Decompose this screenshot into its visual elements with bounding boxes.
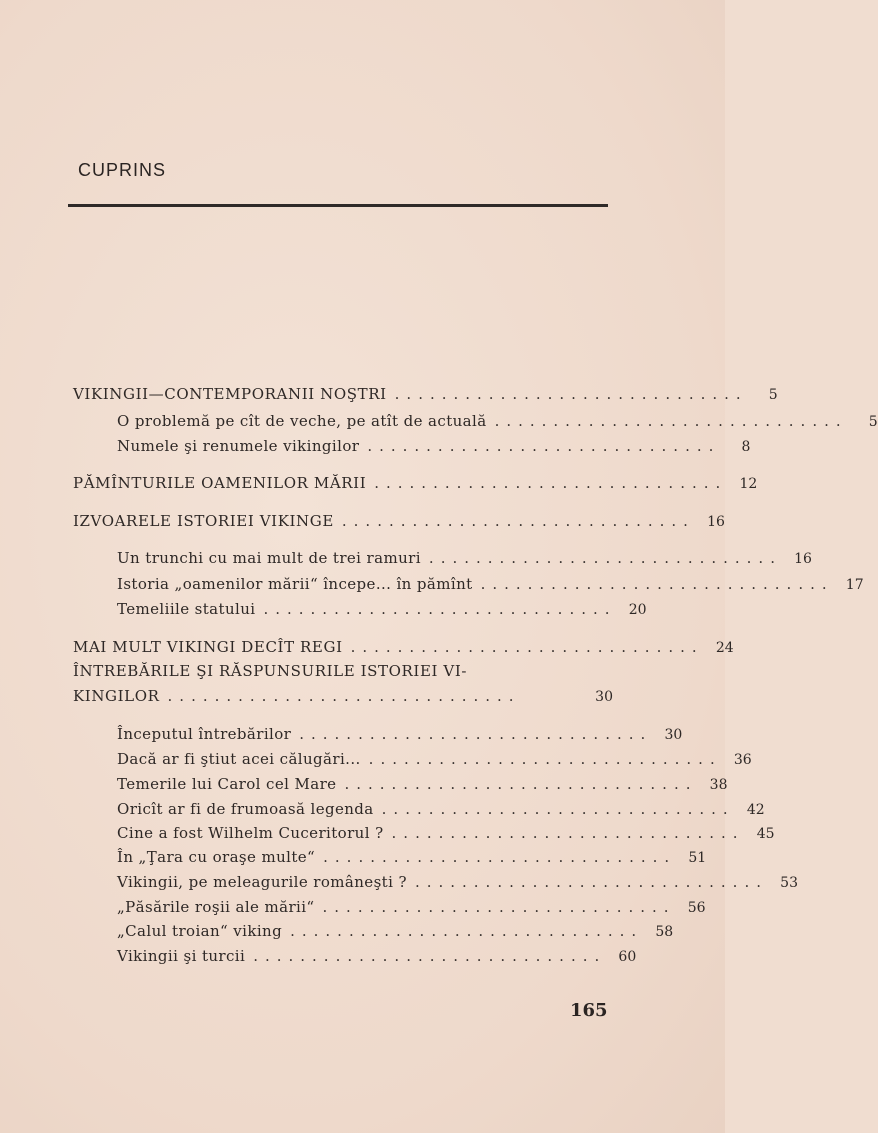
toc-entry-page: 16 [794, 551, 812, 567]
toc-entry-label: Temeliile statului [117, 600, 256, 618]
leader-dots: .............................. [263, 600, 617, 618]
leader-dots: .............................. [299, 725, 653, 743]
leader-dots: .............................. [368, 750, 722, 768]
toc-entry [117, 824, 775, 842]
leader-dots: .............................. [341, 512, 695, 530]
toc-entry [117, 725, 683, 743]
toc-entry-page: 42 [746, 802, 765, 818]
leader-dots: .............................. [367, 437, 721, 455]
toc-entry-page: 36 [733, 752, 752, 768]
toc-entry-page: 45 [756, 826, 775, 842]
toc-entry [73, 474, 758, 492]
toc-entry-label: „Păsările roşii ale mării“ [117, 898, 315, 916]
toc-entry-page: 56 [687, 900, 706, 916]
toc-entry-label: MAI MULT VIKINGI DECÎT REGI [73, 638, 343, 656]
toc-entry-page: 30 [664, 727, 683, 743]
toc-entry [117, 412, 878, 430]
toc-entry [117, 848, 707, 866]
toc-entry-label: ÎNTREBĂRILE ŞI RĂSPUNSURILE ISTORIEI VI- [73, 662, 468, 680]
leader-dots: .............................. [290, 922, 644, 940]
toc-entry-label: IZVOARELE ISTORIEI VIKINGE [73, 512, 334, 530]
toc-entry [117, 600, 647, 618]
toc-entry-page: 53 [780, 875, 798, 891]
toc-entry-page: 20 [628, 602, 647, 618]
toc-entry-page: 5 [868, 414, 878, 430]
leader-dots: .............................. [391, 824, 745, 842]
toc-entry [73, 385, 778, 403]
toc-entry-label: VIKINGII—CONTEMPORANII NOŞTRI [73, 385, 387, 403]
toc-entry [117, 775, 728, 793]
page-number: 165 [570, 1000, 608, 1021]
toc-entry [117, 947, 637, 965]
leader-dots: .............................. [480, 575, 834, 593]
leader-dots: .............................. [350, 638, 704, 656]
toc-entry-page: 58 [655, 924, 674, 940]
leader-dots: .............................. [323, 848, 677, 866]
toc-entry-label: „Calul troian“ viking [117, 922, 283, 940]
toc-entry-page: 51 [688, 850, 707, 866]
toc-entry [73, 512, 725, 530]
toc-entry [117, 549, 812, 567]
leader-dots: .............................. [414, 873, 768, 891]
title-rule [68, 204, 608, 207]
toc-entry-page: 8 [741, 439, 751, 455]
toc-entry-label: Un trunchi cu mai mult de trei ramuri [117, 549, 421, 567]
toc-entry [117, 575, 864, 593]
toc-entry [73, 687, 613, 705]
toc-entry-label: Oricît ar fi de frumoasă legenda [117, 800, 374, 818]
leader-dots: .............................. [167, 687, 521, 705]
toc-entry-label: În „Ţara cu oraşe multe“ [117, 848, 316, 866]
toc-entry [117, 898, 706, 916]
toc-entry-label: Vikingii şi turcii [117, 947, 246, 965]
toc-entry-label: Temerile lui Carol cel Mare [117, 775, 337, 793]
toc-entry-page: 38 [709, 777, 728, 793]
leader-dots: .............................. [428, 549, 782, 567]
toc-entry-label: Începutul întrebărilor [117, 725, 292, 743]
leader-dots: .............................. [494, 412, 848, 430]
toc-entry-page: 5 [768, 387, 778, 403]
leader-dots: .............................. [322, 898, 676, 916]
toc-entry [117, 800, 765, 818]
toc-entry-page: 24 [715, 640, 734, 656]
page-title: CUPRINS [78, 160, 167, 180]
leader-dots: .............................. [374, 474, 728, 492]
toc-entry-continuation: KINGILOR [73, 687, 160, 705]
toc-entry-page: 60 [618, 949, 637, 965]
leader-dots: .............................. [381, 800, 735, 818]
leader-dots: .............................. [253, 947, 607, 965]
toc-entry-page: 30 [595, 689, 613, 705]
toc-entry-page: 17 [845, 577, 864, 593]
toc-entry-label: Vikingii, pe meleagurile româneşti ? [117, 873, 407, 891]
toc-entry [117, 750, 752, 768]
toc-entry [117, 922, 674, 940]
toc-entry-label: Numele şi renumele vikingilor [117, 437, 360, 455]
toc-entry-page: 16 [707, 514, 725, 530]
toc-entry-page: 12 [739, 476, 758, 492]
toc-entry-label: O problemă pe cît de veche, pe atît de actuală [117, 412, 487, 430]
leader-dots: .............................. [394, 385, 748, 403]
toc-entry-label: Cine a fost Wilhelm Cuceritorul ? [117, 824, 384, 842]
toc-entry-label: Dacă ar fi ştiut acei călugări... [117, 750, 361, 768]
leader-dots: .............................. [344, 775, 698, 793]
toc-entry [117, 437, 751, 455]
toc-entry-label: Istoria „oamenilor mării“ începe... în pămînt [117, 575, 473, 593]
toc-entry [117, 873, 798, 891]
toc-entry-label: PĂMÎNTURILE OAMENILOR MĂRII [73, 474, 367, 492]
toc-entry [73, 638, 734, 656]
